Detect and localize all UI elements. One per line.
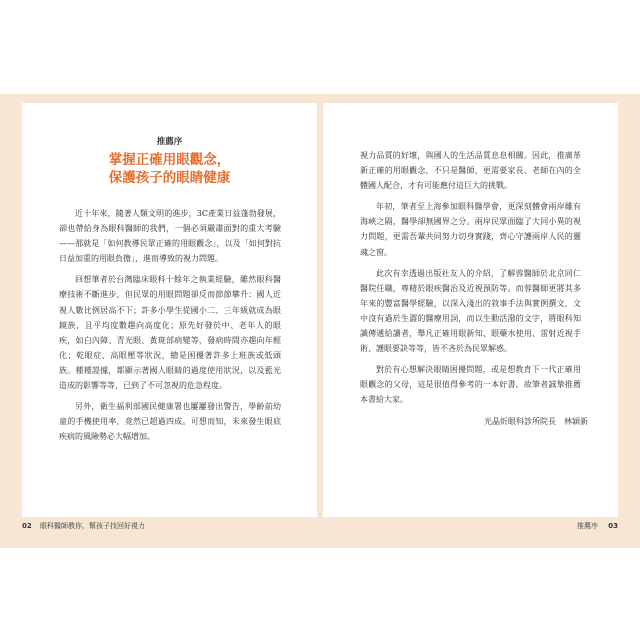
page-number: 03 <box>608 522 618 530</box>
left-footer <box>22 521 145 531</box>
page-title <box>22 151 317 187</box>
right-page <box>323 103 618 517</box>
chapter-label: 推薦序 <box>577 522 599 530</box>
paragraph: 此次有幸透過出版社友人的介紹，了解蓉醫師於北京同仁醫院任職，專精於眼疾醫治及近視預防等。而蓉醫師更將其多年來的豐富醫學經驗，以深入淺出的敘事手法與實例撰文，文中沒有過於生澀的醫療用詞，而以生動活潑的文字，將眼科知識傳遞給讀者，舉凡正確用眼新知、眼藥水使用、雷射近視手術、護眼要訣等等，皆不吝於為民眾解惑。 <box>360 268 581 354</box>
section-label: 推薦序 <box>156 137 183 147</box>
page-number: 02 <box>22 522 32 530</box>
title-line-1: 掌握正確用眼觀念， <box>108 152 231 168</box>
paragraph: 視力品質的好壞，與國人的生活品質息息相關。因此，推廣革新正確的用眼觀念，不只是醫師，更需要家長、老師在內的全體國人配合，才有可能應付這巨大的挑戰。 <box>360 151 581 191</box>
paragraph: 回想筆者於台灣臨床眼科十餘年之執業經驗，雖然眼科醫療技術不斷進步，但民眾的用眼問題卻反而節節攀升：國人近視人數比例居高不下；許多小學生從國小二、三年級就成為眼鏡族，且平均度數趨向高度化；原先好發於中、老年人的眼疾，如白內障、青光眼、黃斑部病變等，發病時間亦趨向年輕化；乾眼症、高眼壓等狀況，總是困擾著許多上班族或低頭族。種種證據，都顯示著國人眼睛的過度使用狀況，以及藍光造成的影響等等，已到了不可忽視的危急程度。 <box>59 275 281 391</box>
book-title: 眼科醫師教你，幫孩子找回好視力 <box>39 522 145 530</box>
signature: 光晶炘眼科診所院長 林穎新 <box>484 417 588 426</box>
right-footer <box>577 521 618 531</box>
left-page <box>22 103 317 517</box>
paragraph: 另外，衛生福利部國民健康署也屢屢發出警告，學齡前幼童的手機使用率，竟然已超過四成。可想而知，未來發生眼底疾病的風險勢必大幅增加。 <box>59 402 281 442</box>
paragraph: 年初，筆者至上海參加眼科醫學會，更深刻體會兩岸雖有海峽之隔，醫學卻無國界之分。兩岸民眾面臨了大同小異的視力問題，更需吾輩共同努力切身實踐，齊心守護兩岸人民的靈魂之窗。 <box>360 202 581 257</box>
title-line-2: 保護孩子的眼睛健康 <box>108 170 231 186</box>
right-body-text <box>360 148 581 414</box>
left-body-text <box>59 206 281 450</box>
paragraph: 近十年來，隨著人類文明的進步，3C產業日益蓬勃發展，卻也帶給身為眼科醫師的我們，一個必須嚴肅面對的重大考驗——那就是「如何教導民眾正確的用眼觀念」，以及「如何對抗日益加重的用眼負擔」，進而導致的視力問題。 <box>59 209 281 264</box>
paragraph: 對於有心想解決眼睛困擾問題，或是想教育下一代正確用眼觀念的父母，這是很值得參考的一本好書。故筆者誠摯推薦本書給大家。 <box>360 365 581 405</box>
